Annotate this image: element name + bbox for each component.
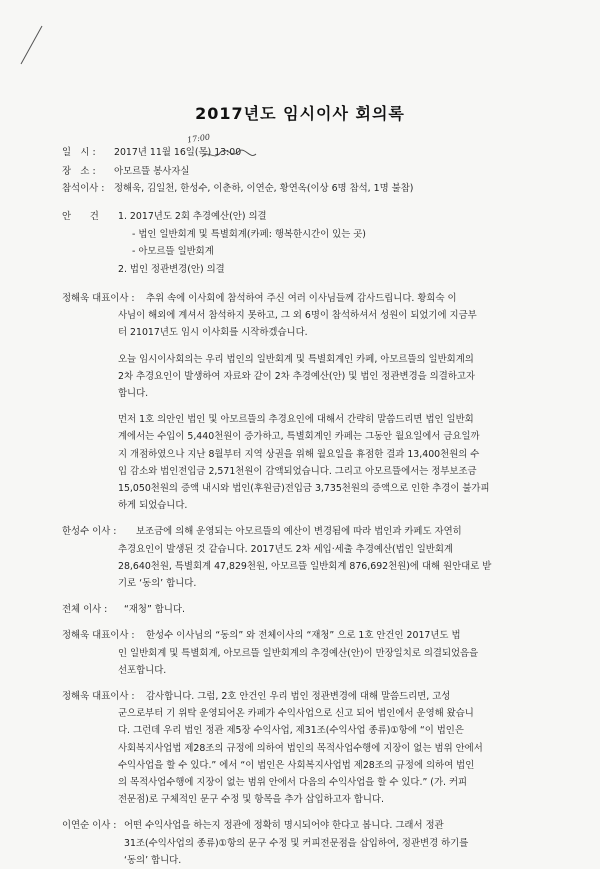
document-title: 2017년도 임시이사 회의록 — [195, 104, 405, 123]
minute-paragraph — [118, 774, 539, 791]
paragraph-line: 한성수 이사님의 “동의” 와 전체이사의 “재청” 으로 1호 안건인 2017년도 법 — [146, 630, 461, 642]
paragraph-line: 입 감소와 법인전입금 2,571천원이 감액되었습니다. 그리고 아모르뜰에서는 정부보조금 — [118, 465, 477, 477]
paragraph-line: 오늘 임시이사회의는 우리 법인의 일반회계 및 특별회계인 카페, 아모르뜰의 일반회계의 — [118, 353, 474, 365]
date-value: 2017년 11월 16일(목) 13:00 — [114, 147, 242, 158]
minute-speaker: 정해욱 대표이사 : — [62, 691, 135, 702]
paragraph-line: 15,050천원의 증액 내시와 법인(후원금)전입금 3,735천원의 증액으로 인한 추경이 불가피 — [118, 483, 490, 494]
minute-speaker: 이연순 이사 : — [62, 820, 117, 832]
paragraph-line: 합니다. — [118, 388, 149, 399]
paragraph-line: 수익사업을 할 수 있다.” 에서 “이 법인은 사회복지사업법 제28조의 규정에 의하여 법인 — [118, 759, 475, 771]
handwritten-correction-scribble — [200, 147, 258, 163]
date-label: 일 시 : — [62, 147, 96, 158]
minute-paragraph — [146, 290, 539, 307]
paragraph-line: 다. 그런데 우리 법인 정관 제5장 수익사업, 제31조(수익사업 종류)①항에 “이 법인은 — [118, 725, 464, 737]
paragraph-line: 인 일반회계 및 특별회계, 아모르뜰 일반회계의 추경예산(안)이 만장일치로 의결되었음을 — [118, 647, 479, 659]
paragraph-line: 의 목적사업수행에 지장이 없는 범위 안에서 다음의 수익사업을 할 수 있다.” (가. 커피 — [118, 777, 468, 788]
handwritten-time-note: 17:00 — [186, 132, 211, 145]
minute-speaker: 정해욱 대표이사 : — [62, 293, 135, 304]
minute-paragraph — [118, 705, 539, 739]
paragraph-line: 보조금에 의해 운영되는 아모르뜰의 예산이 변경됨에 따라 법인과 카페도 자연히 — [136, 526, 462, 538]
agenda-label: 안 건 — [62, 211, 99, 222]
agenda-sub-item-2: - 아모르뜰 일반회계 — [132, 246, 214, 257]
minute-paragraph — [118, 351, 539, 403]
paragraph-line: ‘동의’ 합니다. — [124, 854, 182, 866]
paragraph-line: 사님이 해외에 계셔서 참석하지 못하고, 그 외 6명이 참석하셔서 성원이 되었기에 지금부 — [118, 310, 477, 322]
minute-paragraph — [124, 601, 539, 618]
paragraph-line: 전문점)로 구체적인 문구 수정 및 항목을 추가 삽입하고자 합니다. — [118, 794, 384, 806]
paragraph-line: 먼저 1호 의안인 법인 및 아모르뜰의 추경요인에 대해서 간략히 말씀드리면 법인 일반회 — [118, 414, 474, 426]
agenda-item-1: 1. 2017년도 2회 추경예산(안) 의결 — [118, 211, 267, 222]
minute-paragraph — [124, 817, 539, 869]
minute-paragraph — [118, 307, 539, 341]
paragraph-line: 지 개점하였으나 지난 8월부터 지역 상권을 위해 월요일을 휴점한 결과 13,400천원의 수 — [118, 448, 480, 460]
attendees-value: 정해욱, 김일천, 한성수, 이춘하, 이연순, 황연옥(이상 6명 참석, 1명 불참) — [114, 183, 414, 194]
minute-speaker: 정해욱 대표이사 : — [62, 630, 135, 642]
minute-paragraph — [118, 791, 539, 808]
place-value: 아모르뜰 봉사자실 — [114, 166, 190, 177]
meeting-place-row — [62, 165, 189, 178]
paragraph-line: 하게 되었습니다. — [118, 500, 188, 512]
paragraph-line: 군으로부터 기 위탁 운영되어온 카페가 수익사업으로 신고 되어 법인에서 운영해 왔습니 — [118, 708, 474, 720]
paragraph-line: “재청” 합니다. — [124, 604, 185, 616]
pen-stroke-mark — [18, 24, 44, 68]
paragraph-line: 계에서는 수입이 5,440천원이 증가하고, 특별회계인 카페는 그동안 월요일에서 금요일까 — [118, 431, 480, 443]
paragraph-line: 추위 속에 이사회에 참석하여 주신 여러 이사님들께 감사드립니다. 황희숙 이 — [146, 293, 457, 304]
paragraph-line: 추경요인이 발생된 것 같습니다. 2017년도 2차 세입·세출 추경예산(법인 일반회계 — [118, 543, 453, 555]
attendees-label: 참석이사 : — [62, 183, 105, 194]
minute-paragraph — [146, 688, 539, 705]
minute-paragraph — [146, 627, 539, 644]
paragraph-line: 선포합니다. — [118, 664, 167, 676]
paragraph-line: 터 21017년도 임시 이사회를 시작하겠습니다. — [118, 327, 308, 339]
minute-paragraph — [136, 523, 539, 540]
minute-speaker: 전체 이사 : — [62, 604, 108, 616]
paragraph-line: 사회복지사업법 제28조의 규정에 의하여 법인의 목적사업수행에 지장이 없는 범위 안에서 — [118, 742, 483, 754]
paragraph-line: 28,640천원, 특별회계 47,829천원, 아모르뜰 일반회계 876,692천원)에 대해 원안대로 받 — [118, 560, 492, 572]
paragraph-line: 감사합니다. 그럼, 2호 안건인 우리 법인 정관변경에 대해 말씀드리면, 고성 — [146, 691, 451, 702]
paragraph-line: 기로 ‘동의’ 합니다. — [118, 578, 197, 589]
agenda-sub-item-1: - 법인 일반회계 및 특별회계(카페: 행복한시간이 있는 곳) — [132, 229, 366, 240]
minute-speaker: 한성수 이사 : — [62, 526, 117, 538]
paragraph-line: 2차 추경요인이 발생하여 자료와 같이 2차 추경예산(안) 및 법인 정관변경을 의결하고자 — [118, 370, 475, 382]
minute-paragraph — [118, 757, 539, 774]
minute-paragraph — [118, 645, 539, 679]
minute-paragraph — [118, 740, 539, 757]
agenda-item-2: 2. 법인 정관변경(안) 의결 — [118, 264, 225, 275]
attendees-row — [62, 182, 413, 195]
minute-paragraph — [118, 411, 539, 514]
paragraph-line: 어떤 수익사업을 하는지 정관에 정확히 명시되어야 한다고 봅니다. 그래서 정관 — [124, 820, 444, 832]
paragraph-line: 31조(수익사업의 종류)①항의 문구 수정 및 커피전문점을 삽입하여, 정관변경 하기를 — [124, 837, 469, 849]
place-label: 장 소 : — [62, 166, 96, 177]
minute-paragraph — [118, 541, 539, 593]
